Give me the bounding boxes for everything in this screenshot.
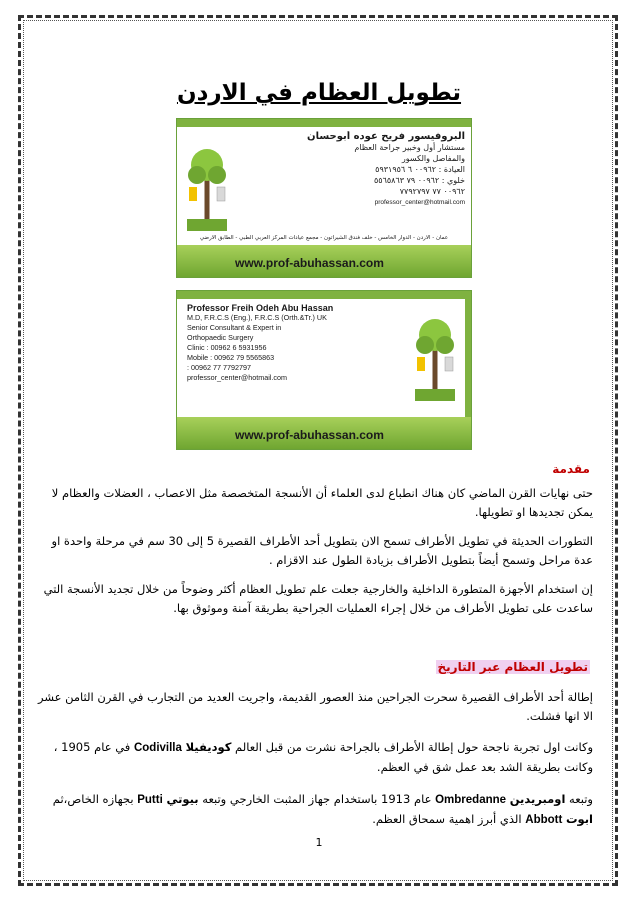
text-run: بجهازه الخاص،ثم <box>52 792 134 806</box>
card-english-text <box>187 303 401 383</box>
page-number: 1 <box>315 836 323 849</box>
paragraph: إن استخدام الأجهزة المتطورة الداخلية والخارجية جعلت علم تطويل العظام أكثر وضوحاً من خلال تجديد الأنسجة التي ساعدت على تطويل الأطراف من خلال إجراء العمليات الجراحية بطريقة آمنة وموثوق بها. <box>43 582 593 615</box>
card-email: professor_center@hotmail.com <box>374 199 465 206</box>
card-title-line: Orthopaedic Surgery <box>187 333 254 342</box>
card-url: www.prof-abuhassan.com <box>235 428 384 442</box>
card-clinic-phone: Clinic : 00962 6 5931956 <box>187 343 267 352</box>
name-latin: Ombredanne <box>435 794 507 806</box>
text-run: عام 1913 باستخدام جهاز المثبت الخارجي وتبعه <box>202 792 432 806</box>
paragraph-codivilla <box>30 738 593 777</box>
card-arabic-text <box>235 131 465 208</box>
text-run: وكانت اول تجربة ناجحة حول إطالة الأطراف بالجراحة نشرت من قبل العالم <box>235 740 593 754</box>
tree-spine-logo-icon <box>185 135 229 235</box>
section-heading-history-text: تطويل العظام عبر التاريخ <box>437 660 588 674</box>
card-mobile-phone-2: : 00962 77 7792797 <box>187 363 251 372</box>
name-latin: Putti <box>137 794 163 806</box>
name-arabic: كوديفيلا <box>185 740 232 754</box>
paragraph: حتى نهايات القرن الماضي كان هناك انطباع لدى العلماء أن الأنسجة المتخصصة مثل الاعصاب ، العضلات والعظام لا يمكن تجديدها او تطويلها. <box>51 486 593 519</box>
business-card-english <box>176 290 472 450</box>
card-mobile-phone: Mobile : 00962 79 5565863 <box>187 353 275 362</box>
section-heading-history <box>436 660 591 674</box>
section-heading-intro: مقدمة <box>552 462 590 476</box>
paragraph-ombredanne <box>30 790 593 830</box>
paragraph: إطالة أحد الأطراف القصيرة سحرت الجراحين منذ العصور القديمة، واجريت العديد من التجارب في القرن الثامن عشر الا انها فشلت. <box>38 690 593 723</box>
card-name: Professor Freih Odeh Abu Hassan <box>187 303 334 313</box>
card-title-line: Senior Consultant & Expert in <box>187 323 282 332</box>
card-address: عمان - الاردن - الدوار الخامس - خلف فندق الشيراتون - مجمع عيادات المركز العربي الطبي - الطابق الارضي <box>199 235 449 241</box>
paragraph: التطورات الحديثة في تطويل الأطراف تسمح الان بتطويل أحد الأطراف القصيرة 5 إلى 30 سم في مرحلة واحدة او عدة مراحل وتسمح أيضاً بتطويل الأطراف بزيادة الطول عند الاقزام . <box>51 534 593 567</box>
business-card-arabic <box>176 118 472 278</box>
card-title-line: والمفاصل والكسور <box>401 154 465 163</box>
name-latin: Codivilla <box>133 742 182 754</box>
document-title: تطويل العظام في الاردن <box>176 80 462 106</box>
card-side-stripe <box>465 299 471 419</box>
name-arabic: اومبريدين <box>509 792 566 806</box>
name-latin: Abbott <box>525 814 563 826</box>
card-credentials: M.D, F.R.C.S (Eng.), F.R.C.S (Orth.&Tr.) UK <box>187 313 327 322</box>
text-run: في عام 1905 ، وكانت بطريقة الشد بعد عمل شق في العظم. <box>53 740 593 774</box>
name-arabic: ابوت <box>565 812 593 826</box>
tree-spine-logo-icon <box>413 305 457 405</box>
text-run: وتبعه <box>569 792 593 806</box>
card-top-stripe <box>177 291 471 299</box>
card-url: www.prof-abuhassan.com <box>235 256 384 270</box>
text-run: الذي أبرز اهمية سمحاق العظم. <box>372 812 522 826</box>
name-arabic: بيوتي <box>166 792 199 806</box>
card-clinic-phone: العيادة : ٠٠٩٦٢ ٦ ٥٩٣١٩٥٦ <box>375 165 465 174</box>
card-email: professor_center@hotmail.com <box>187 373 287 382</box>
card-mobile-phone: خلوي : ٠٠٩٦٢ ٧٩ ٥٥٦٥٨٦٣ <box>373 176 465 185</box>
card-title-line: مستشار أول وخبير جراحة العظام <box>354 143 465 152</box>
card-name: البروفيسور فريح عوده أبوحسان <box>307 131 465 142</box>
card-top-stripe <box>177 119 471 127</box>
card-mobile-phone-2: ٠٠٩٦٢ ٧٧ ٧٧٩٢٧٩٧ <box>399 187 465 196</box>
